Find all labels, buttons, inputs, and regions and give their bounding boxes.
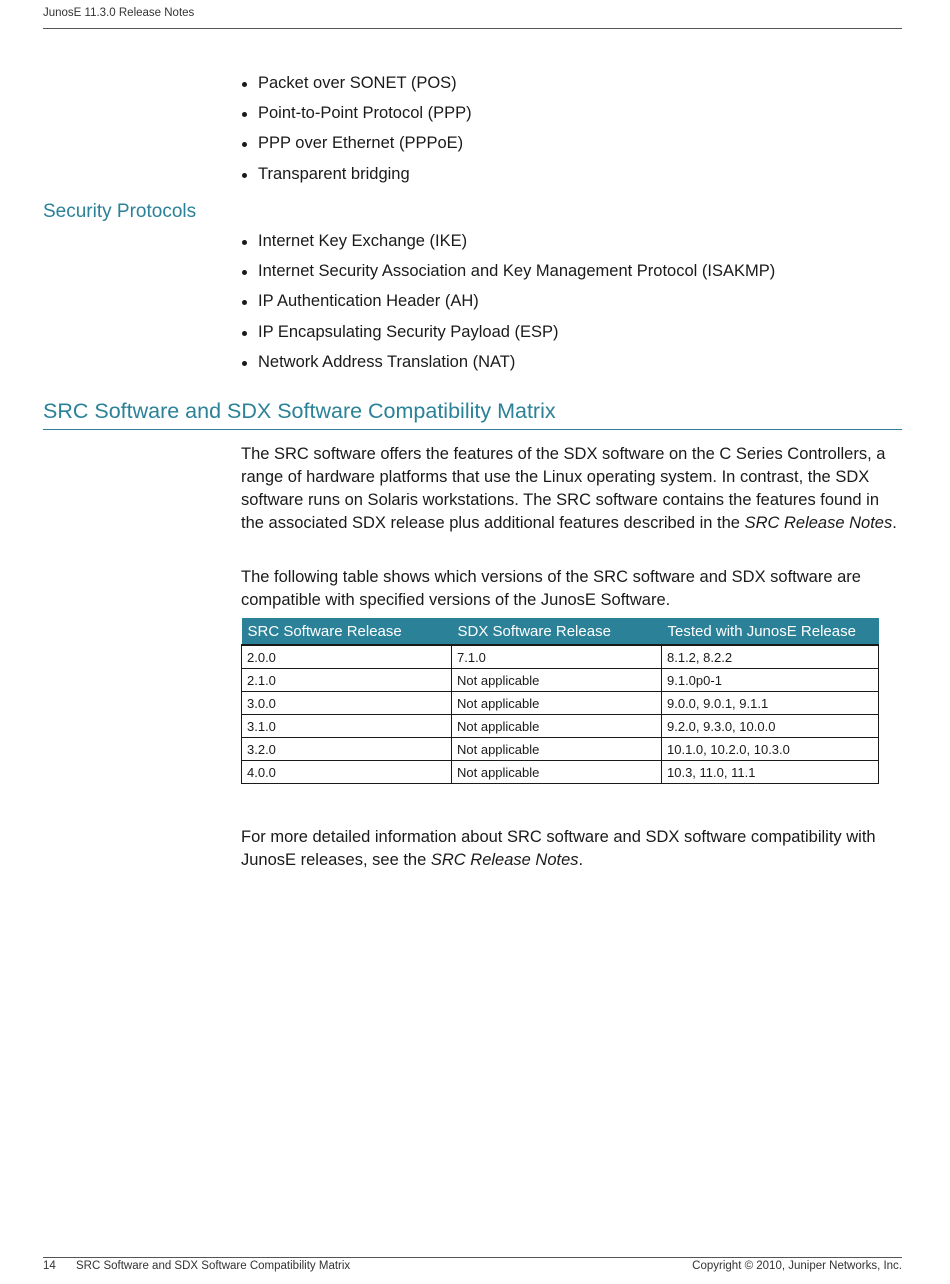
bullet-list xyxy=(241,73,472,194)
compatibility-table xyxy=(241,618,879,784)
intro-paragraph xyxy=(241,443,903,535)
table-cell: 2.1.0 xyxy=(242,669,452,692)
list-item: Packet over SONET (POS) xyxy=(241,73,472,93)
copyright-notice: Copyright © 2010, Juniper Networks, Inc. xyxy=(692,1260,902,1272)
table-header-row xyxy=(242,618,879,645)
list-item: IP Authentication Header (AH) xyxy=(241,291,775,311)
table-cell: Not applicable xyxy=(452,692,662,715)
table-cell: 7.1.0 xyxy=(452,645,662,669)
release-notes-reference: SRC Release Notes xyxy=(744,514,893,532)
list-item: Point-to-Point Protocol (PPP) xyxy=(241,103,472,123)
paragraph-text: The SRC software offers the features of the SDX software on the C Series Controllers, a range of hardware platforms that use the Linux operating system. In contrast, the SDX software runs on Solaris workstations. The SRC software contains the features found in the associated SDX release plus additional features described in the xyxy=(241,445,886,532)
table-row xyxy=(242,692,879,715)
section-rule xyxy=(43,429,902,430)
header-rule xyxy=(43,28,902,29)
table-intro-paragraph: The following table shows which versions of the SRC software and SDX software are compatible with specified versions of the JunosE Software. xyxy=(241,568,861,609)
table-cell: 8.1.2, 8.2.2 xyxy=(662,645,879,669)
table-cell: 4.0.0 xyxy=(242,761,452,784)
table-row xyxy=(242,715,879,738)
table-row xyxy=(242,645,879,669)
section-heading-compatibility-matrix: SRC Software and SDX Software Compatibility Matrix xyxy=(43,399,556,423)
paragraph-punctuation: . xyxy=(578,851,584,869)
table-cell: 9.2.0, 9.3.0, 10.0.0 xyxy=(662,715,879,738)
running-header: JunosE 11.3.0 Release Notes xyxy=(43,7,195,19)
table-cell: Not applicable xyxy=(452,669,662,692)
table-row xyxy=(242,738,879,761)
table-cell: Not applicable xyxy=(452,715,662,738)
footer-section-title: SRC Software and SDX Software Compatibility Matrix xyxy=(76,1260,351,1272)
list-item: Network Address Translation (NAT) xyxy=(241,352,775,372)
more-info-paragraph xyxy=(241,826,903,872)
table-row xyxy=(242,761,879,784)
column-header-src: SRC Software Release xyxy=(242,618,452,645)
table-cell: 10.3, 11.0, 11.1 xyxy=(662,761,879,784)
table-cell: 3.0.0 xyxy=(242,692,452,715)
list-item: Transparent bridging xyxy=(241,164,472,184)
paragraph-punctuation: . xyxy=(892,514,897,532)
list-item: Internet Security Association and Key Management Protocol (ISAKMP) xyxy=(241,261,775,281)
table-cell: 9.0.0, 9.0.1, 9.1.1 xyxy=(662,692,879,715)
list-item: Internet Key Exchange (IKE) xyxy=(241,231,775,251)
column-header-junose: Tested with JunosE Release xyxy=(662,618,879,645)
table-cell: 2.0.0 xyxy=(242,645,452,669)
list-item: PPP over Ethernet (PPPoE) xyxy=(241,133,472,153)
column-header-sdx: SDX Software Release xyxy=(452,618,662,645)
table-cell: Not applicable xyxy=(452,761,662,784)
paragraph-text: For more detailed information about SRC software and SDX software compatibility with JunosE releases, see the xyxy=(241,828,876,869)
table-cell: Not applicable xyxy=(452,738,662,761)
table-row xyxy=(242,669,879,692)
list-item: IP Encapsulating Security Payload (ESP) xyxy=(241,322,775,342)
security-protocols-list xyxy=(241,231,775,382)
footer-rule xyxy=(43,1257,902,1258)
table-cell: 3.1.0 xyxy=(242,715,452,738)
page-number: 14 xyxy=(43,1260,56,1272)
table-cell: 10.1.0, 10.2.0, 10.3.0 xyxy=(662,738,879,761)
section-heading-security-protocols: Security Protocols xyxy=(43,201,197,222)
release-notes-reference: SRC Release Notes xyxy=(430,851,579,869)
table-cell: 9.1.0p0-1 xyxy=(662,669,879,692)
table-cell: 3.2.0 xyxy=(242,738,452,761)
